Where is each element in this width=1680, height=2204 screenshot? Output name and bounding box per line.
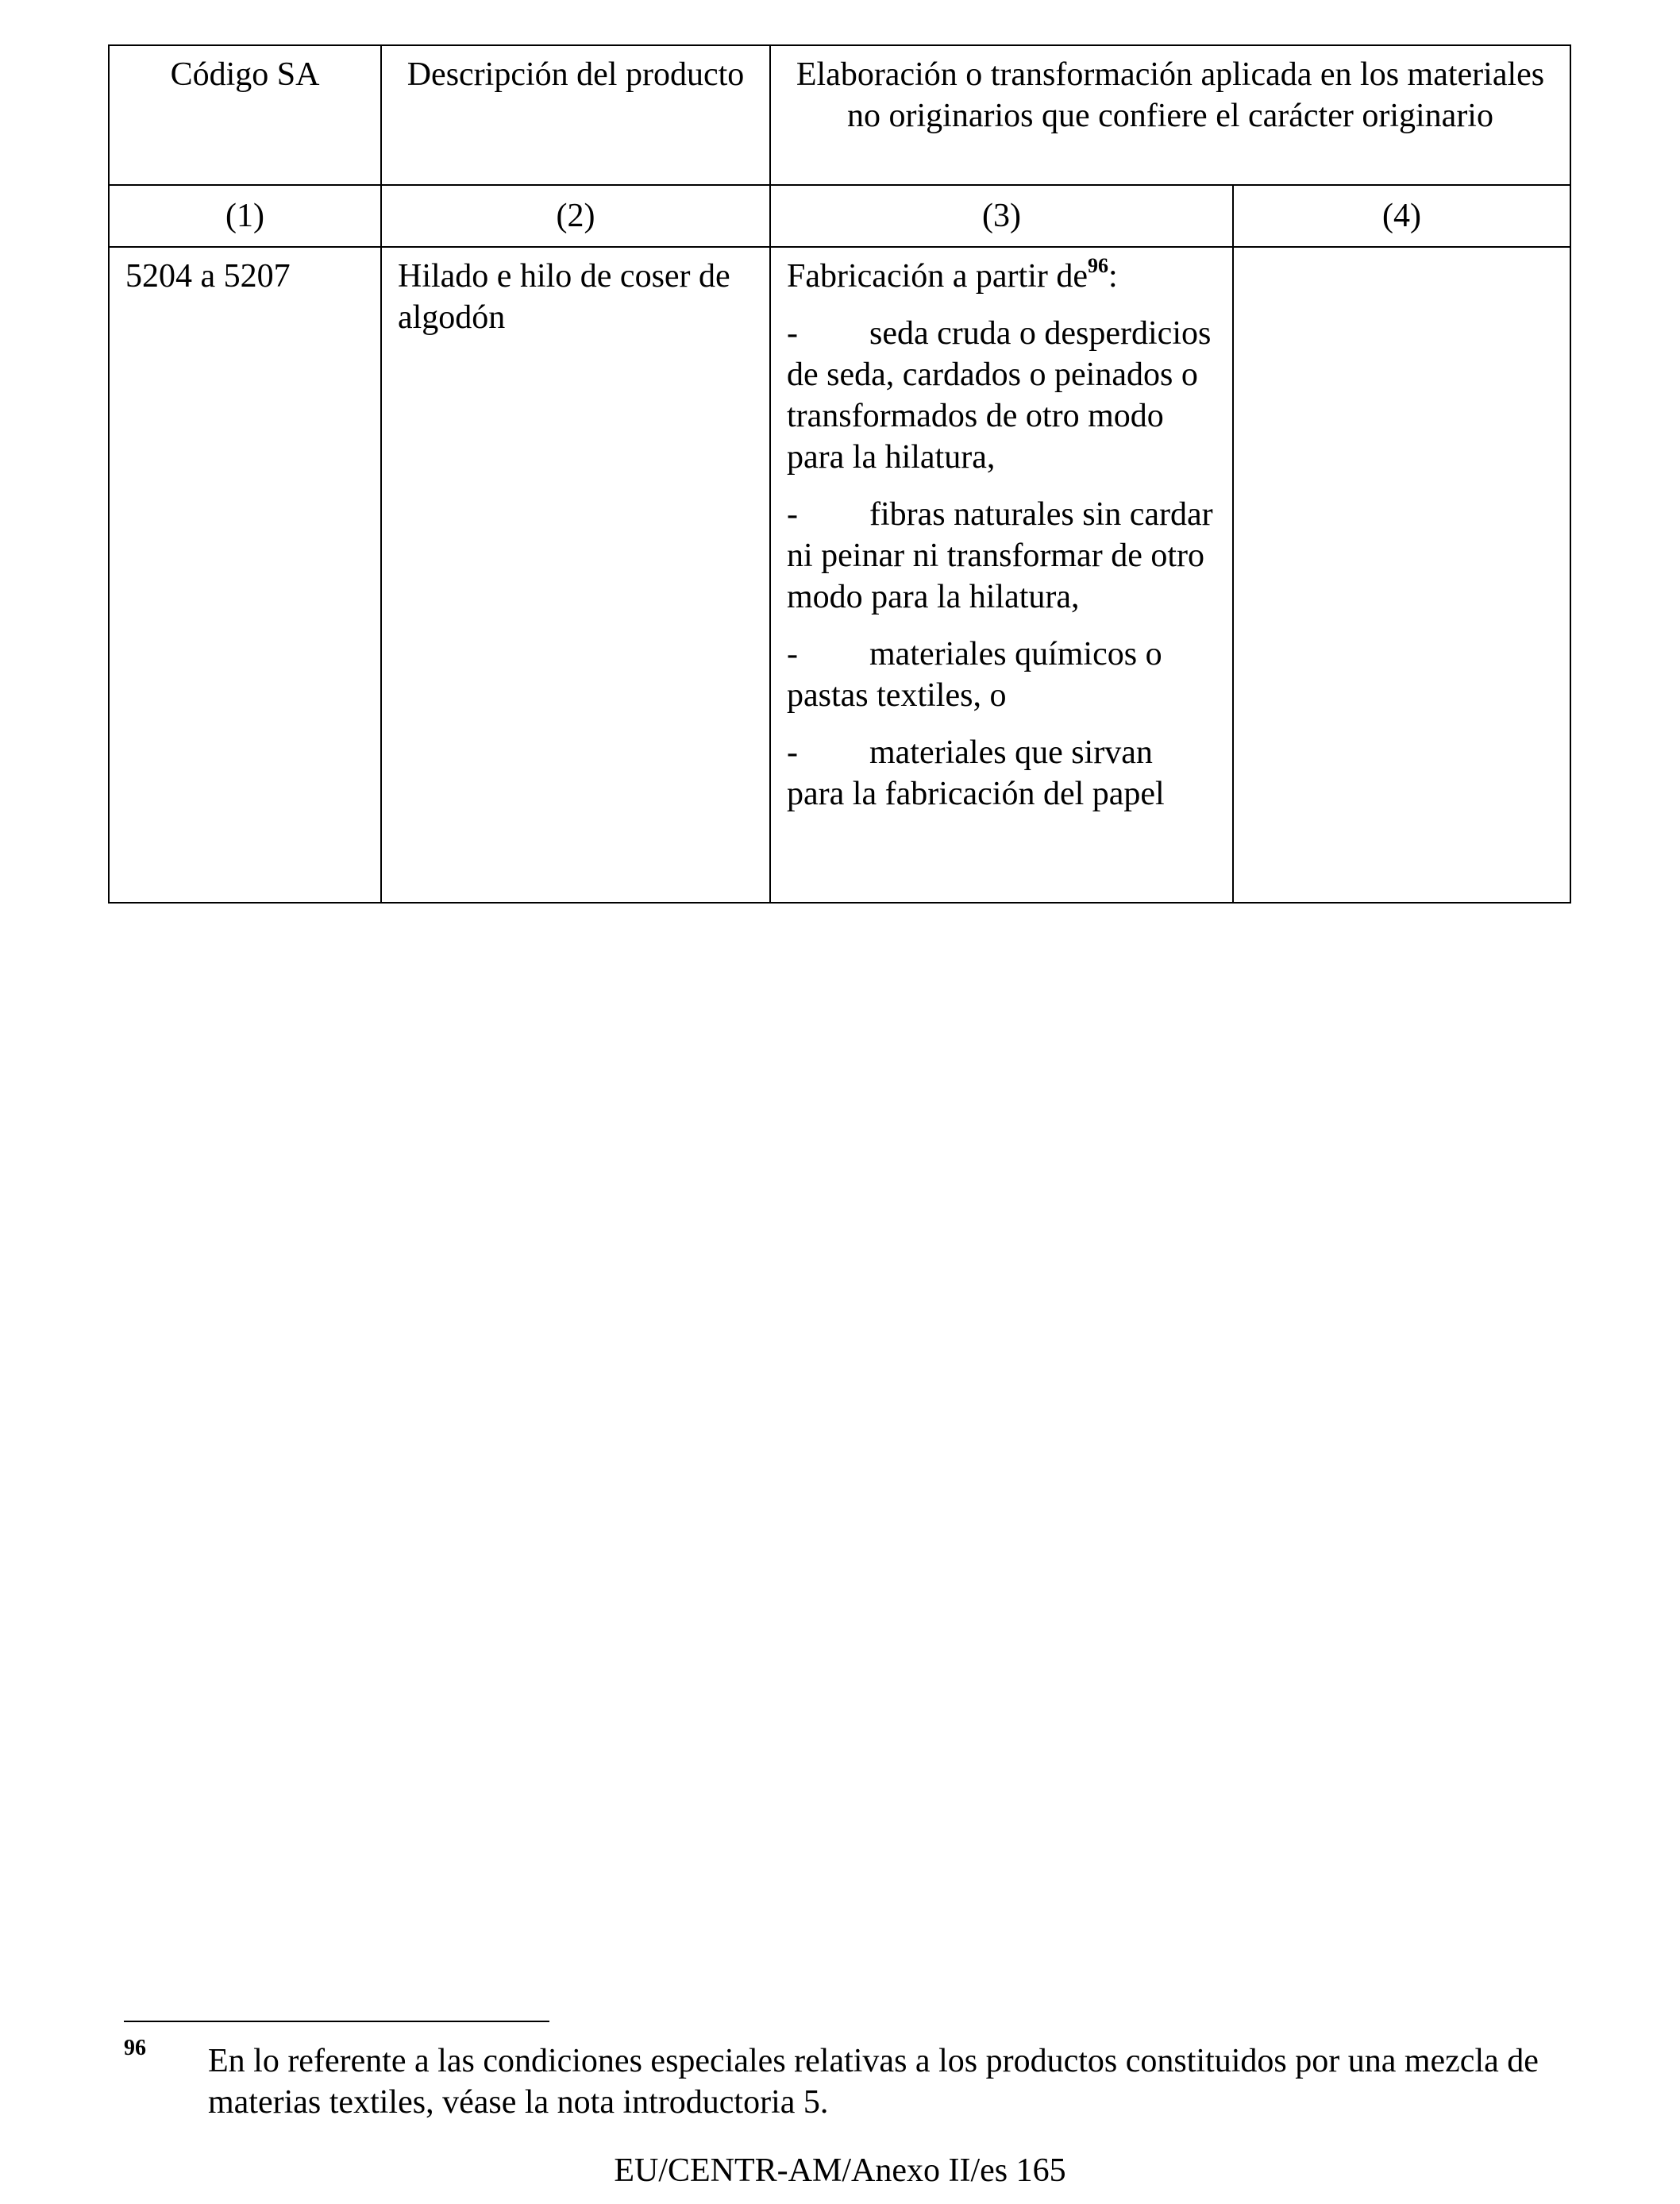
hs-code-cell: 5204 a 5207: [109, 247, 381, 903]
list-dash: -: [787, 734, 798, 771]
header-working-processing: Elaboración o transformación aplicada en los materiales no originarios que confiere el carácter originario: [770, 45, 1570, 185]
list-item-text: fibras naturales sin cardar ni peinar ni transformar de otro modo para la hilatura,: [787, 496, 1213, 615]
header-product-description: Descripción del producto: [381, 45, 770, 185]
footnote-reference[interactable]: 96: [1087, 254, 1108, 277]
list-dash: -: [787, 636, 798, 672]
footnote-separator: [124, 2021, 549, 2022]
list-dash: -: [787, 315, 798, 352]
rule-intro-text: Fabricación a partir de: [787, 258, 1088, 295]
column-number-1: (1): [109, 185, 381, 247]
list-item: [787, 313, 1216, 478]
column-number-3: (3): [770, 185, 1233, 247]
table-row: [109, 247, 1570, 903]
column-number-2: (2): [381, 185, 770, 247]
list-item-text: seda cruda o desperdicios de seda, cardados o peinados o transformados de otro modo para la hilatura,: [787, 315, 1212, 476]
header-row: [109, 45, 1570, 185]
footnote-number: 96: [124, 2036, 146, 2060]
rules-table: [108, 44, 1571, 904]
footnote-text: En lo referente a las condiciones especiales relativas a los productos constituidos por una mezcla de materias textiles, véase la nota introductoria 5.: [208, 2043, 1539, 2121]
list-item-text: materiales químicos o pastas textiles, o: [787, 636, 1162, 714]
rule-cell: [770, 247, 1233, 903]
column-4-cell: [1233, 247, 1570, 903]
description-cell: Hilado e hilo de coser de algodón: [381, 247, 770, 903]
page-footer: EU/CENTR-AM/Anexo II/es 165: [614, 2152, 1066, 2189]
list-item: [787, 634, 1216, 716]
rule-intro-colon: :: [1108, 258, 1118, 295]
list-item-text: materiales que sirvan para la fabricación del papel: [787, 734, 1165, 812]
list-dash: -: [787, 496, 798, 533]
list-item: [787, 732, 1216, 815]
column-number-row: [109, 185, 1570, 247]
rule-intro: [787, 256, 1216, 297]
list-item: [787, 494, 1216, 618]
header-hs-code: Código SA: [109, 45, 381, 185]
column-number-4: (4): [1233, 185, 1570, 247]
